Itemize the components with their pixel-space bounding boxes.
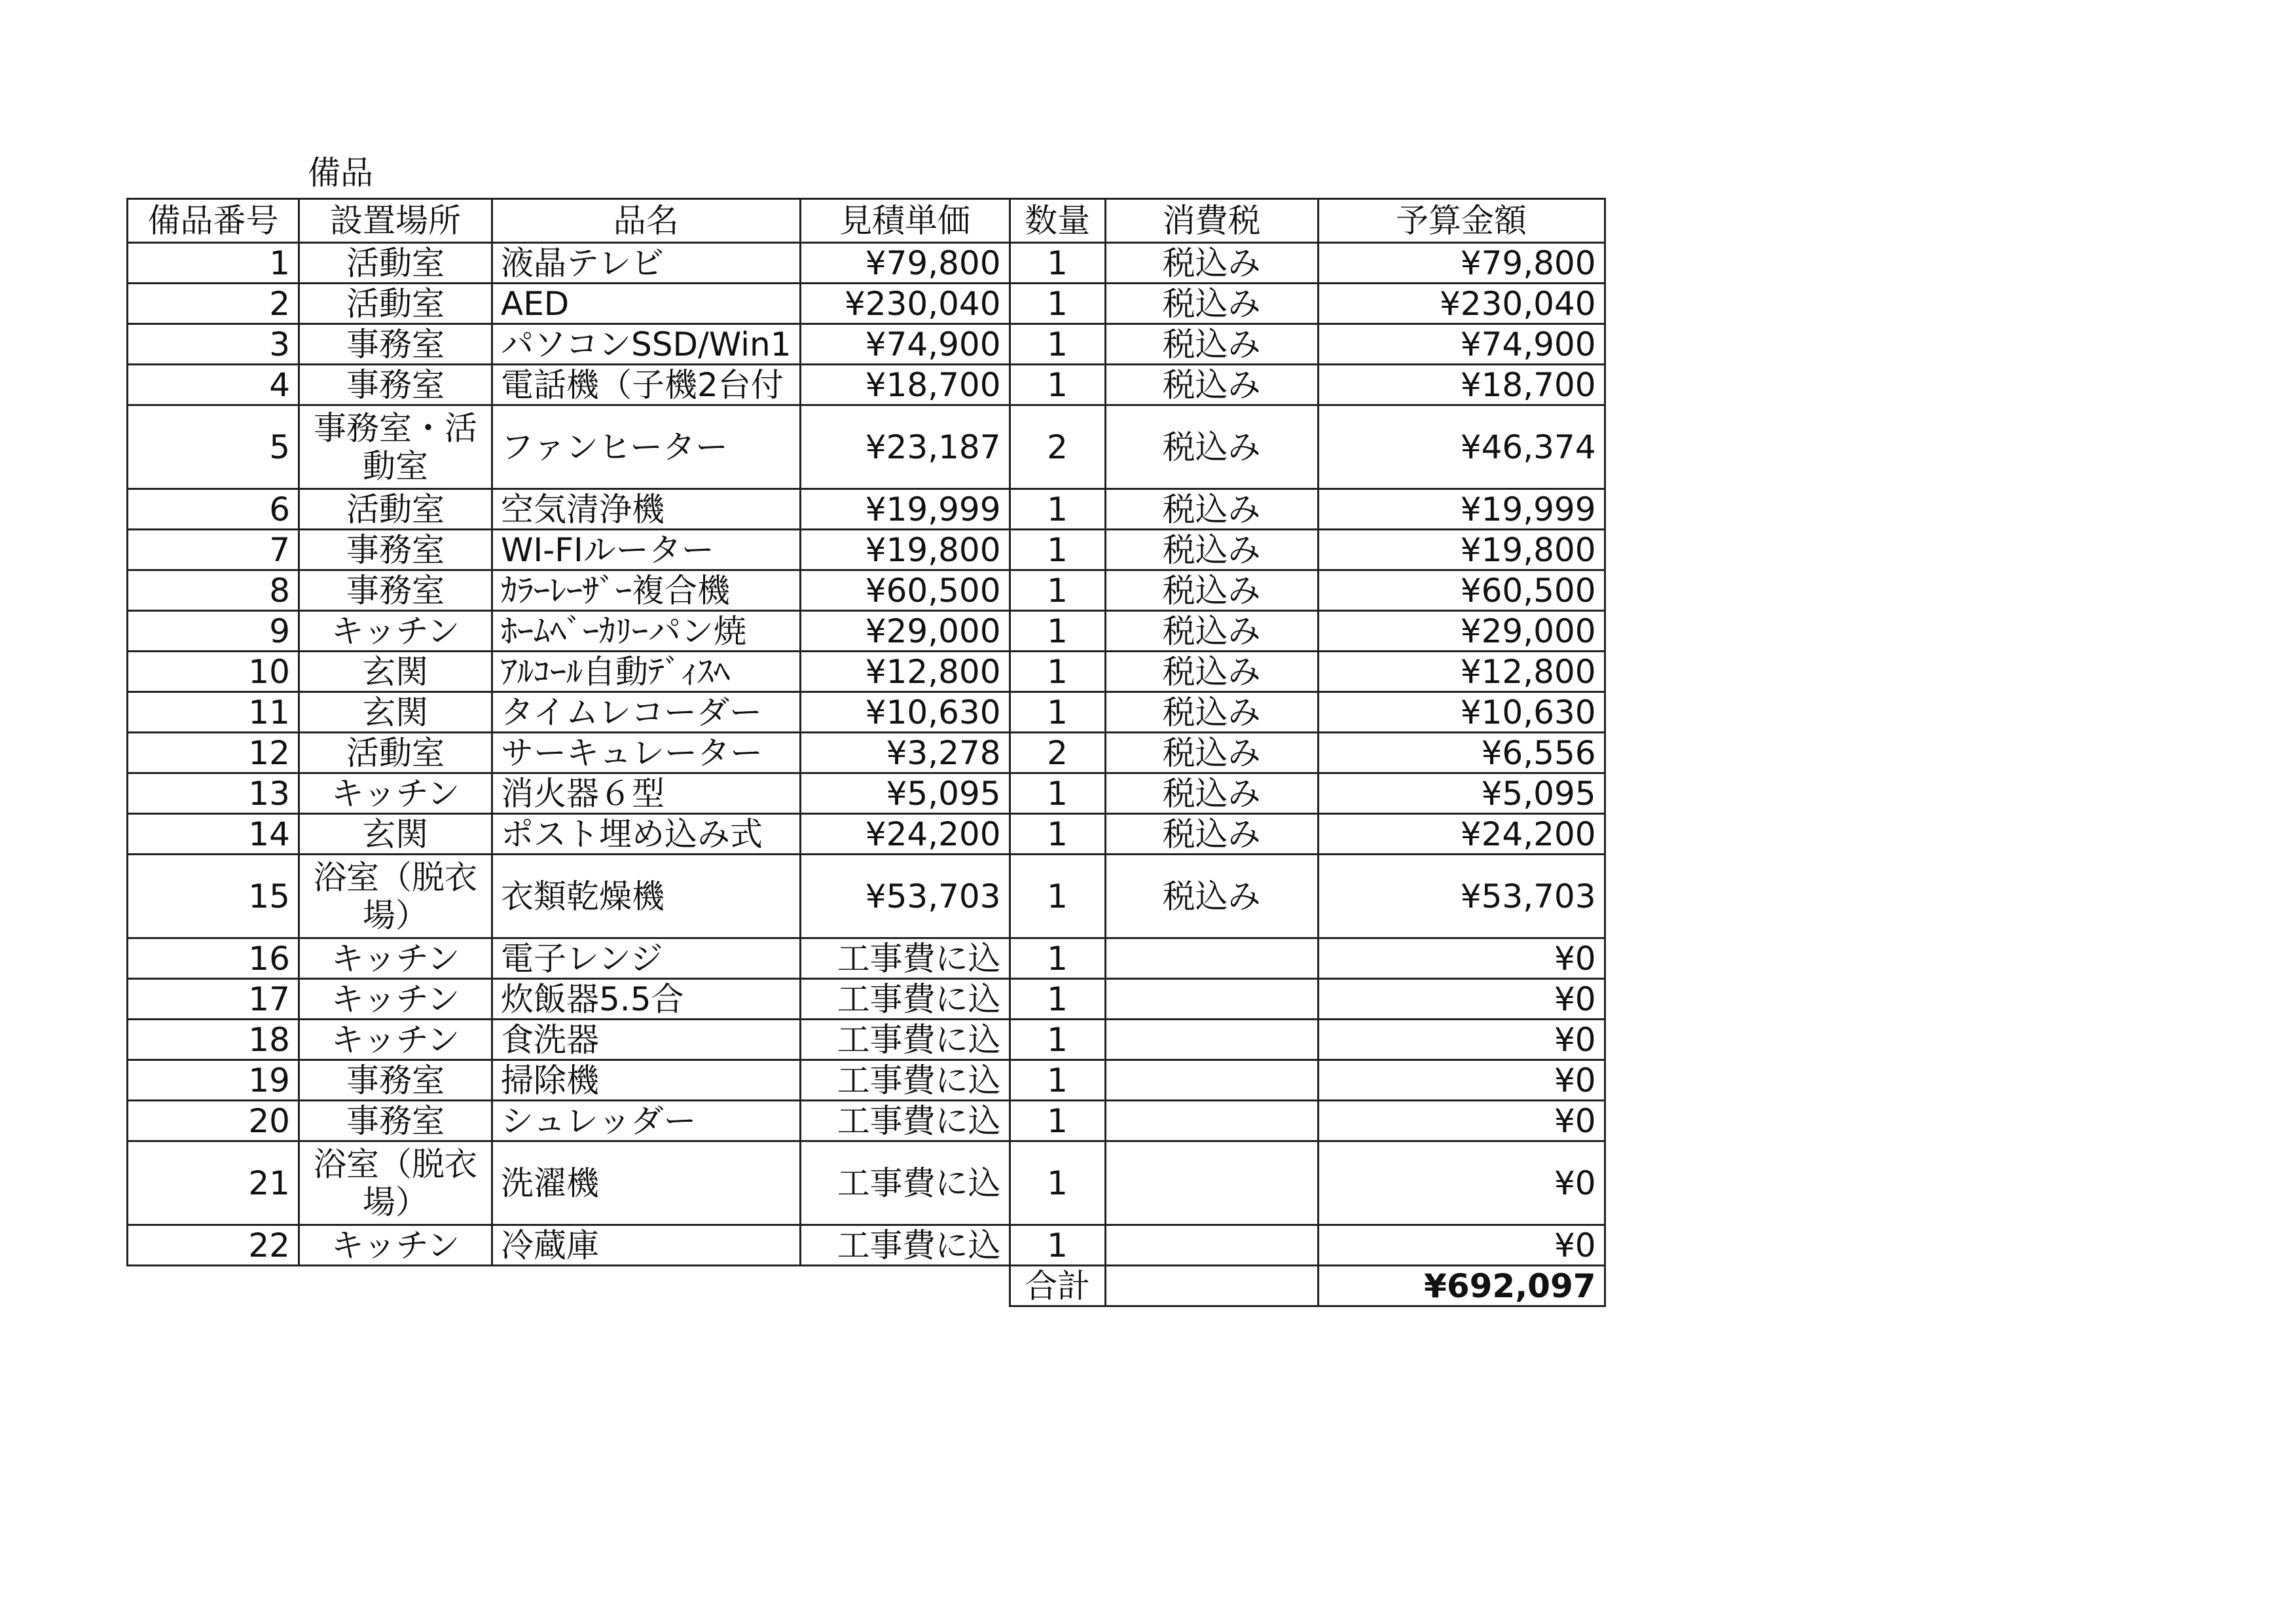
table-row [128, 243, 1605, 284]
cell-unit-price: 工事費に込 [800, 1141, 1010, 1225]
cell-name: タイムレコーダー [492, 692, 801, 733]
cell-place: 事務室 [299, 1101, 492, 1141]
cell-budget: ¥0 [1318, 979, 1605, 1020]
cell-tax: 税込み [1105, 489, 1318, 530]
cell-qty: 1 [1010, 324, 1105, 365]
cell-unit-price: 工事費に込 [800, 1101, 1010, 1141]
cell-name: 液晶テレビ [492, 243, 801, 284]
cell-no: 18 [128, 1020, 299, 1060]
cell-no: 19 [128, 1060, 299, 1101]
cell-budget: ¥10,630 [1318, 692, 1605, 733]
cell-budget: ¥60,500 [1318, 570, 1605, 611]
cell-qty: 1 [1010, 365, 1105, 405]
cell-budget: ¥230,040 [1318, 284, 1605, 324]
cell-qty: 1 [1010, 570, 1105, 611]
cell-place: 玄関 [299, 692, 492, 733]
table-row [128, 938, 1605, 979]
table-row [128, 979, 1605, 1020]
cell-no: 5 [128, 405, 299, 489]
cell-tax [1105, 1101, 1318, 1141]
cell-unit-price: ¥18,700 [800, 365, 1010, 405]
header-budget: 予算金額 [1318, 199, 1605, 243]
cell-budget: ¥19,800 [1318, 530, 1605, 570]
cell-tax [1105, 1141, 1318, 1225]
cell-budget: ¥0 [1318, 1020, 1605, 1060]
cell-place: 活動室 [299, 733, 492, 773]
cell-qty: 1 [1010, 530, 1105, 570]
cell-name: 消火器６型 [492, 773, 801, 814]
cell-name: 空気清浄機 [492, 489, 801, 530]
cell-tax: 税込み [1105, 611, 1318, 652]
cell-qty: 1 [1010, 1141, 1105, 1225]
cell-name: 電話機（子機2台付 [492, 365, 801, 405]
cell-qty: 1 [1010, 773, 1105, 814]
cell-tax: 税込み [1105, 652, 1318, 692]
cell-budget: ¥6,556 [1318, 733, 1605, 773]
cell-no: 3 [128, 324, 299, 365]
cell-tax: 税込み [1105, 284, 1318, 324]
cell-place: 浴室（脱衣場） [299, 1141, 492, 1225]
cell-no: 17 [128, 979, 299, 1020]
cell-tax [1105, 1225, 1318, 1266]
table-row [128, 284, 1605, 324]
cell-tax [1105, 1020, 1318, 1060]
cell-budget: ¥79,800 [1318, 243, 1605, 284]
cell-budget: ¥12,800 [1318, 652, 1605, 692]
cell-no: 1 [128, 243, 299, 284]
cell-unit-price: ¥24,200 [800, 814, 1010, 855]
cell-name: ｱﾙｺｰﾙ自動ﾃﾞｨｽﾍ [492, 652, 801, 692]
cell-tax: 税込み [1105, 814, 1318, 855]
total-row [128, 1266, 1605, 1306]
table-row [128, 489, 1605, 530]
cell-no: 16 [128, 938, 299, 979]
cell-qty: 1 [1010, 938, 1105, 979]
cell-no: 10 [128, 652, 299, 692]
cell-name: 洗濯機 [492, 1141, 801, 1225]
cell-no: 15 [128, 855, 299, 938]
cell-place: 事務室 [299, 1060, 492, 1101]
cell-unit-price: ¥53,703 [800, 855, 1010, 938]
table-row [128, 1141, 1605, 1225]
table-row [128, 855, 1605, 938]
cell-tax: 税込み [1105, 243, 1318, 284]
cell-tax: 税込み [1105, 324, 1318, 365]
cell-unit-price: ¥5,095 [800, 773, 1010, 814]
cell-no: 9 [128, 611, 299, 652]
cell-qty: 1 [1010, 979, 1105, 1020]
cell-no: 12 [128, 733, 299, 773]
table-body [128, 243, 1605, 1266]
cell-qty: 1 [1010, 1225, 1105, 1266]
table-row [128, 324, 1605, 365]
table-row [128, 814, 1605, 855]
cell-place: 活動室 [299, 243, 492, 284]
table-footer [128, 1266, 1605, 1306]
cell-tax: 税込み [1105, 855, 1318, 938]
total-value: ¥692,097 [1318, 1266, 1605, 1306]
total-label: 合計 [1010, 1266, 1105, 1306]
cell-no: 8 [128, 570, 299, 611]
cell-qty: 1 [1010, 855, 1105, 938]
cell-qty: 1 [1010, 1101, 1105, 1141]
cell-name: パソコンSSD/Win1 [492, 324, 801, 365]
cell-place: 事務室 [299, 570, 492, 611]
cell-qty: 1 [1010, 611, 1105, 652]
cell-place: キッチン [299, 1020, 492, 1060]
cell-name: 掃除機 [492, 1060, 801, 1101]
cell-name: WI-FIルーター [492, 530, 801, 570]
cell-no: 7 [128, 530, 299, 570]
cell-unit-price: ¥19,800 [800, 530, 1010, 570]
table-header [128, 199, 1605, 243]
cell-name: ｶﾗｰﾚｰｻﾞｰ複合機 [492, 570, 801, 611]
cell-qty: 1 [1010, 489, 1105, 530]
header-unit-price: 見積単価 [800, 199, 1010, 243]
cell-budget: ¥18,700 [1318, 365, 1605, 405]
cell-tax [1105, 979, 1318, 1020]
cell-place: 事務室・活動室 [299, 405, 492, 489]
cell-unit-price: ¥79,800 [800, 243, 1010, 284]
cell-place: キッチン [299, 611, 492, 652]
cell-tax: 税込み [1105, 570, 1318, 611]
cell-no: 2 [128, 284, 299, 324]
cell-qty: 1 [1010, 692, 1105, 733]
cell-place: 玄関 [299, 814, 492, 855]
cell-unit-price: ¥74,900 [800, 324, 1010, 365]
cell-place: 浴室（脱衣場） [299, 855, 492, 938]
cell-place: 玄関 [299, 652, 492, 692]
cell-place: 活動室 [299, 489, 492, 530]
cell-name: ﾎｰﾑﾍﾞｰｶﾘｰパン焼 [492, 611, 801, 652]
cell-budget: ¥53,703 [1318, 855, 1605, 938]
cell-name: 食洗器 [492, 1020, 801, 1060]
cell-tax [1105, 938, 1318, 979]
cell-qty: 1 [1010, 1020, 1105, 1060]
cell-budget: ¥74,900 [1318, 324, 1605, 365]
table-row [128, 692, 1605, 733]
table-row [128, 405, 1605, 489]
cell-name: シュレッダー [492, 1101, 801, 1141]
header-row [128, 199, 1605, 243]
cell-qty: 1 [1010, 243, 1105, 284]
header-place: 設置場所 [299, 199, 492, 243]
cell-name: ポスト埋め込み式 [492, 814, 801, 855]
header-no: 備品番号 [128, 199, 299, 243]
table-row [128, 1060, 1605, 1101]
cell-place: 事務室 [299, 530, 492, 570]
cell-unit-price: ¥230,040 [800, 284, 1010, 324]
table-row [128, 733, 1605, 773]
footer-blank [128, 1266, 1010, 1306]
table-row [128, 652, 1605, 692]
cell-qty: 2 [1010, 405, 1105, 489]
cell-unit-price: 工事費に込 [800, 1020, 1010, 1060]
cell-no: 4 [128, 365, 299, 405]
cell-unit-price: ¥19,999 [800, 489, 1010, 530]
cell-no: 21 [128, 1141, 299, 1225]
cell-name: AED [492, 284, 801, 324]
cell-no: 13 [128, 773, 299, 814]
cell-unit-price: 工事費に込 [800, 938, 1010, 979]
cell-no: 22 [128, 1225, 299, 1266]
cell-unit-price: ¥29,000 [800, 611, 1010, 652]
cell-place: 事務室 [299, 365, 492, 405]
table-row [128, 530, 1605, 570]
cell-qty: 1 [1010, 652, 1105, 692]
cell-unit-price: ¥60,500 [800, 570, 1010, 611]
equipment-table [126, 198, 1606, 1307]
cell-budget: ¥0 [1318, 1101, 1605, 1141]
total-tax-cell [1105, 1266, 1318, 1306]
cell-budget: ¥0 [1318, 938, 1605, 979]
cell-budget: ¥24,200 [1318, 814, 1605, 855]
table-row [128, 611, 1605, 652]
cell-qty: 1 [1010, 1060, 1105, 1101]
cell-budget: ¥19,999 [1318, 489, 1605, 530]
cell-unit-price: ¥23,187 [800, 405, 1010, 489]
table-row [128, 773, 1605, 814]
cell-budget: ¥0 [1318, 1141, 1605, 1225]
cell-place: キッチン [299, 979, 492, 1020]
table-row [128, 365, 1605, 405]
cell-place: キッチン [299, 773, 492, 814]
cell-place: キッチン [299, 938, 492, 979]
cell-unit-price: 工事費に込 [800, 1060, 1010, 1101]
cell-unit-price: ¥10,630 [800, 692, 1010, 733]
document-title: 備品 [308, 154, 373, 192]
cell-tax: 税込み [1105, 692, 1318, 733]
header-qty: 数量 [1010, 199, 1105, 243]
cell-name: 衣類乾燥機 [492, 855, 801, 938]
cell-name: 電子レンジ [492, 938, 801, 979]
cell-budget: ¥5,095 [1318, 773, 1605, 814]
cell-qty: 1 [1010, 814, 1105, 855]
cell-qty: 2 [1010, 733, 1105, 773]
cell-tax: 税込み [1105, 530, 1318, 570]
cell-name: 冷蔵庫 [492, 1225, 801, 1266]
header-name: 品名 [492, 199, 801, 243]
cell-place: 活動室 [299, 284, 492, 324]
cell-no: 11 [128, 692, 299, 733]
cell-unit-price: 工事費に込 [800, 1225, 1010, 1266]
cell-name: ファンヒーター [492, 405, 801, 489]
cell-budget: ¥46,374 [1318, 405, 1605, 489]
cell-unit-price: 工事費に込 [800, 979, 1010, 1020]
table-row [128, 570, 1605, 611]
cell-place: 事務室 [299, 324, 492, 365]
cell-no: 20 [128, 1101, 299, 1141]
cell-place: キッチン [299, 1225, 492, 1266]
table-row [128, 1020, 1605, 1060]
header-tax: 消費税 [1105, 199, 1318, 243]
cell-tax: 税込み [1105, 405, 1318, 489]
table-row [128, 1101, 1605, 1141]
cell-unit-price: ¥12,800 [800, 652, 1010, 692]
cell-no: 14 [128, 814, 299, 855]
cell-tax [1105, 1060, 1318, 1101]
cell-no: 6 [128, 489, 299, 530]
cell-tax: 税込み [1105, 773, 1318, 814]
cell-unit-price: ¥3,278 [800, 733, 1010, 773]
cell-qty: 1 [1010, 284, 1105, 324]
cell-name: 炊飯器5.5合 [492, 979, 801, 1020]
table-row [128, 1225, 1605, 1266]
cell-budget: ¥0 [1318, 1060, 1605, 1101]
cell-budget: ¥0 [1318, 1225, 1605, 1266]
cell-tax: 税込み [1105, 365, 1318, 405]
cell-name: サーキュレーター [492, 733, 801, 773]
cell-budget: ¥29,000 [1318, 611, 1605, 652]
cell-tax: 税込み [1105, 733, 1318, 773]
